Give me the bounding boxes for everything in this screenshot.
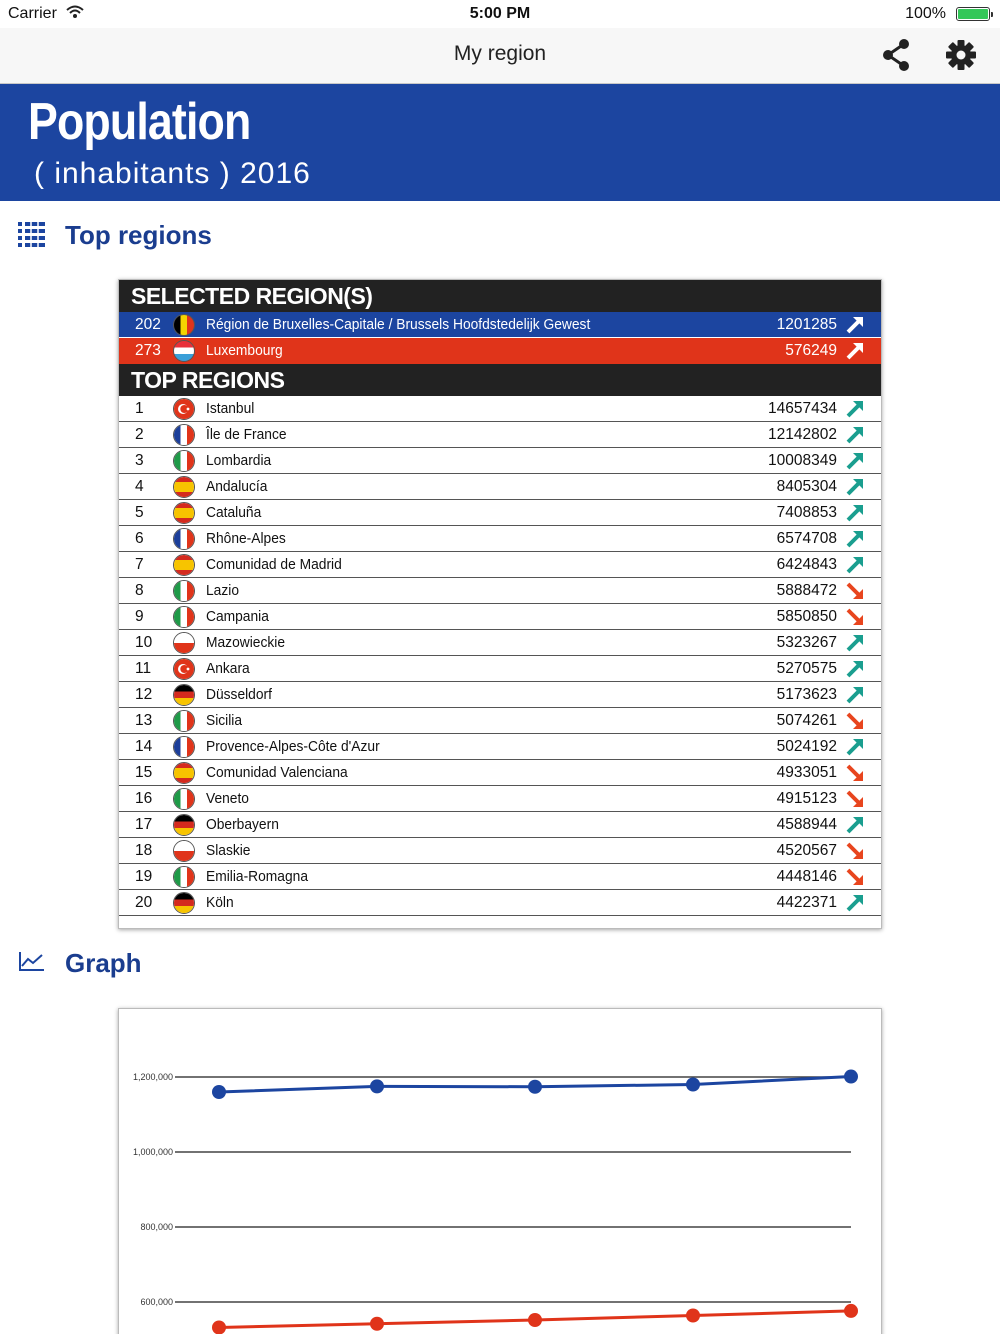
rank: 8	[135, 582, 144, 599]
trend-up-icon	[845, 341, 865, 361]
trend-down-icon	[845, 607, 865, 627]
trend-down-icon	[845, 841, 865, 861]
region-name: Comunidad de Madrid	[206, 556, 342, 573]
rank: 5	[135, 504, 144, 521]
flag-it-icon	[173, 580, 195, 602]
data-point[interactable]	[844, 1304, 858, 1318]
table-row[interactable]	[119, 812, 881, 838]
region-name: Provence-Alpes-Côte d'Azur	[206, 738, 380, 755]
gear-icon[interactable]	[944, 38, 978, 72]
selected-regions-header: SELECTED REGION(S)	[119, 280, 881, 312]
rank: 18	[135, 842, 153, 859]
trend-down-icon	[845, 711, 865, 731]
nav-title: My region	[453, 42, 547, 65]
flag-fr-icon	[173, 528, 195, 550]
trend-up-icon	[845, 737, 865, 757]
population-value: 14657434	[768, 400, 837, 417]
rank: 17	[135, 816, 153, 833]
data-point[interactable]	[686, 1309, 700, 1323]
flag-pl-icon	[173, 632, 195, 654]
indicator-subtitle: ( inhabitants ) 2016	[34, 157, 311, 190]
region-name: Köln	[206, 894, 234, 911]
flag-es-icon	[173, 762, 195, 784]
flag-it-icon	[173, 710, 195, 732]
population-value: 5074261	[776, 712, 837, 729]
rank: 273	[135, 342, 161, 359]
table-row[interactable]	[119, 786, 881, 812]
population-value: 5850850	[776, 608, 837, 625]
flag-it-icon	[173, 606, 195, 628]
rank: 1	[135, 400, 144, 417]
battery-percent: 100%	[905, 5, 946, 22]
population-value: 5323267	[776, 634, 837, 651]
rank: 6	[135, 530, 144, 547]
rank: 4	[135, 478, 144, 495]
population-value: 5270575	[776, 660, 837, 677]
y-tick-label: 1,200,000	[132, 1072, 173, 1082]
region-name: Andalucía	[206, 478, 268, 495]
battery-icon	[956, 7, 990, 21]
population-value: 12142802	[768, 426, 837, 443]
flag-fr-icon	[173, 736, 195, 758]
trend-up-icon	[845, 503, 865, 523]
region-name: Mazowieckie	[206, 634, 286, 651]
rank: 9	[135, 608, 144, 625]
table-row[interactable]	[119, 734, 881, 760]
rank: 3	[135, 452, 144, 469]
region-name: Cataluña	[206, 504, 262, 521]
flag-it-icon	[173, 866, 195, 888]
trend-up-icon	[845, 659, 865, 679]
flag-tr-icon	[173, 658, 195, 680]
flag-lu-icon	[173, 340, 195, 362]
population-value: 7408853	[776, 504, 837, 521]
rank: 12	[135, 686, 153, 703]
population-value: 4520567	[776, 842, 837, 859]
trend-up-icon	[845, 315, 865, 335]
population-value: 4915123	[776, 790, 837, 807]
status-bar	[0, 0, 1000, 28]
data-point[interactable]	[212, 1321, 226, 1334]
data-point[interactable]	[212, 1085, 226, 1099]
table-row[interactable]	[119, 890, 881, 916]
navigation-bar	[0, 28, 1000, 84]
share-icon[interactable]	[880, 38, 912, 72]
flag-es-icon	[173, 554, 195, 576]
trend-up-icon	[845, 399, 865, 419]
trend-down-icon	[845, 763, 865, 783]
rank: 19	[135, 868, 153, 885]
population-chart	[118, 1008, 882, 1334]
table-row[interactable]	[119, 864, 881, 890]
data-point[interactable]	[844, 1070, 858, 1084]
flag-be-icon	[173, 314, 195, 336]
data-point[interactable]	[370, 1079, 384, 1093]
population-value: 4933051	[776, 764, 837, 781]
table-row[interactable]	[119, 422, 881, 448]
clock: 5:00 PM	[469, 5, 531, 22]
region-name: Slaskie	[206, 842, 251, 859]
table-row[interactable]	[119, 604, 881, 630]
table-row[interactable]	[119, 578, 881, 604]
trend-up-icon	[845, 529, 865, 549]
region-name: Istanbul	[206, 400, 255, 417]
data-point[interactable]	[370, 1317, 384, 1331]
data-point[interactable]	[686, 1078, 700, 1092]
graph-title: Graph	[65, 948, 142, 978]
table-row[interactable]	[119, 838, 881, 864]
region-name: Düsseldorf	[206, 686, 272, 703]
population-value: 6424843	[776, 556, 837, 573]
rank: 202	[135, 316, 161, 333]
population-value: 5888472	[776, 582, 837, 599]
flag-es-icon	[173, 502, 195, 524]
population-value: 576249	[785, 342, 837, 359]
flag-it-icon	[173, 450, 195, 472]
grid-list-icon	[18, 222, 46, 248]
selected-regions-list	[119, 312, 881, 364]
population-value: 1201285	[776, 316, 837, 333]
population-value: 4588944	[776, 816, 837, 833]
rank: 11	[135, 660, 152, 677]
selected-region-row[interactable]	[119, 312, 881, 338]
region-name: Région de Bruxelles-Capitale / Brussels Hoofdstedelijk Gewest	[206, 316, 591, 333]
region-name: Campania	[206, 608, 269, 625]
region-name: Luxembourg	[206, 342, 283, 359]
rank: 2	[135, 426, 144, 443]
rank: 10	[135, 634, 153, 651]
population-value: 5024192	[776, 738, 837, 755]
flag-tr-icon	[173, 398, 195, 420]
table-row[interactable]	[119, 396, 881, 422]
flag-de-icon	[173, 684, 195, 706]
trend-up-icon	[845, 477, 865, 497]
population-value: 8405304	[776, 478, 837, 495]
region-name: Île de France	[206, 426, 287, 443]
flag-es-icon	[173, 476, 195, 498]
flag-fr-icon	[173, 424, 195, 446]
region-name: Ankara	[206, 660, 250, 677]
line-chart-icon	[18, 950, 46, 974]
trend-up-icon	[845, 555, 865, 575]
line-chart	[119, 1009, 882, 1334]
indicator-title: Population	[28, 93, 251, 151]
indicator-banner	[0, 84, 1000, 201]
population-value: 4448146	[776, 868, 837, 885]
flag-pl-icon	[173, 840, 195, 862]
y-tick-label: 1,000,000	[132, 1147, 173, 1157]
y-tick-label: 800,000	[140, 1222, 173, 1232]
top-regions-table-header: TOP REGIONS	[119, 364, 881, 396]
rank: 13	[135, 712, 153, 729]
table-row[interactable]	[119, 448, 881, 474]
table-row[interactable]	[119, 526, 881, 552]
population-value: 6574708	[776, 530, 837, 547]
rank: 14	[135, 738, 153, 755]
regions-table[interactable]	[118, 279, 882, 929]
rank: 16	[135, 790, 153, 807]
y-tick-label: 600,000	[140, 1297, 173, 1307]
trend-up-icon	[845, 425, 865, 445]
trend-down-icon	[845, 867, 865, 887]
table-row[interactable]	[119, 682, 881, 708]
trend-up-icon	[845, 633, 865, 653]
region-name: Lazio	[206, 582, 239, 599]
carrier-label: Carrier	[8, 5, 57, 22]
population-value: 10008349	[768, 452, 837, 469]
rank: 15	[135, 764, 153, 781]
region-name: Veneto	[206, 790, 249, 807]
region-name: Rhône-Alpes	[206, 530, 286, 547]
region-name: Emilia-Romagna	[206, 868, 309, 885]
region-name: Lombardia	[206, 452, 272, 469]
table-row[interactable]	[119, 630, 881, 656]
trend-up-icon	[845, 893, 865, 913]
selected-region-row[interactable]	[119, 338, 881, 364]
trend-up-icon	[845, 451, 865, 471]
trend-up-icon	[845, 815, 865, 835]
table-row[interactable]	[119, 474, 881, 500]
table-row[interactable]	[119, 760, 881, 786]
region-name: Comunidad Valenciana	[206, 764, 348, 781]
population-value: 4422371	[776, 894, 837, 911]
flag-de-icon	[173, 892, 195, 914]
rank: 7	[135, 556, 144, 573]
table-row[interactable]	[119, 500, 881, 526]
flag-it-icon	[173, 788, 195, 810]
region-name: Sicilia	[206, 712, 243, 729]
top-regions-list	[119, 396, 881, 916]
flag-de-icon	[173, 814, 195, 836]
data-point[interactable]	[528, 1313, 542, 1327]
trend-down-icon	[845, 789, 865, 809]
table-row[interactable]	[119, 656, 881, 682]
table-row[interactable]	[119, 708, 881, 734]
trend-down-icon	[845, 581, 865, 601]
rank: 20	[135, 894, 153, 911]
trend-up-icon	[845, 685, 865, 705]
region-name: Oberbayern	[206, 816, 279, 833]
top-regions-title: Top regions	[65, 220, 212, 250]
population-value: 5173623	[776, 686, 837, 703]
data-point[interactable]	[528, 1080, 542, 1094]
table-row[interactable]	[119, 552, 881, 578]
